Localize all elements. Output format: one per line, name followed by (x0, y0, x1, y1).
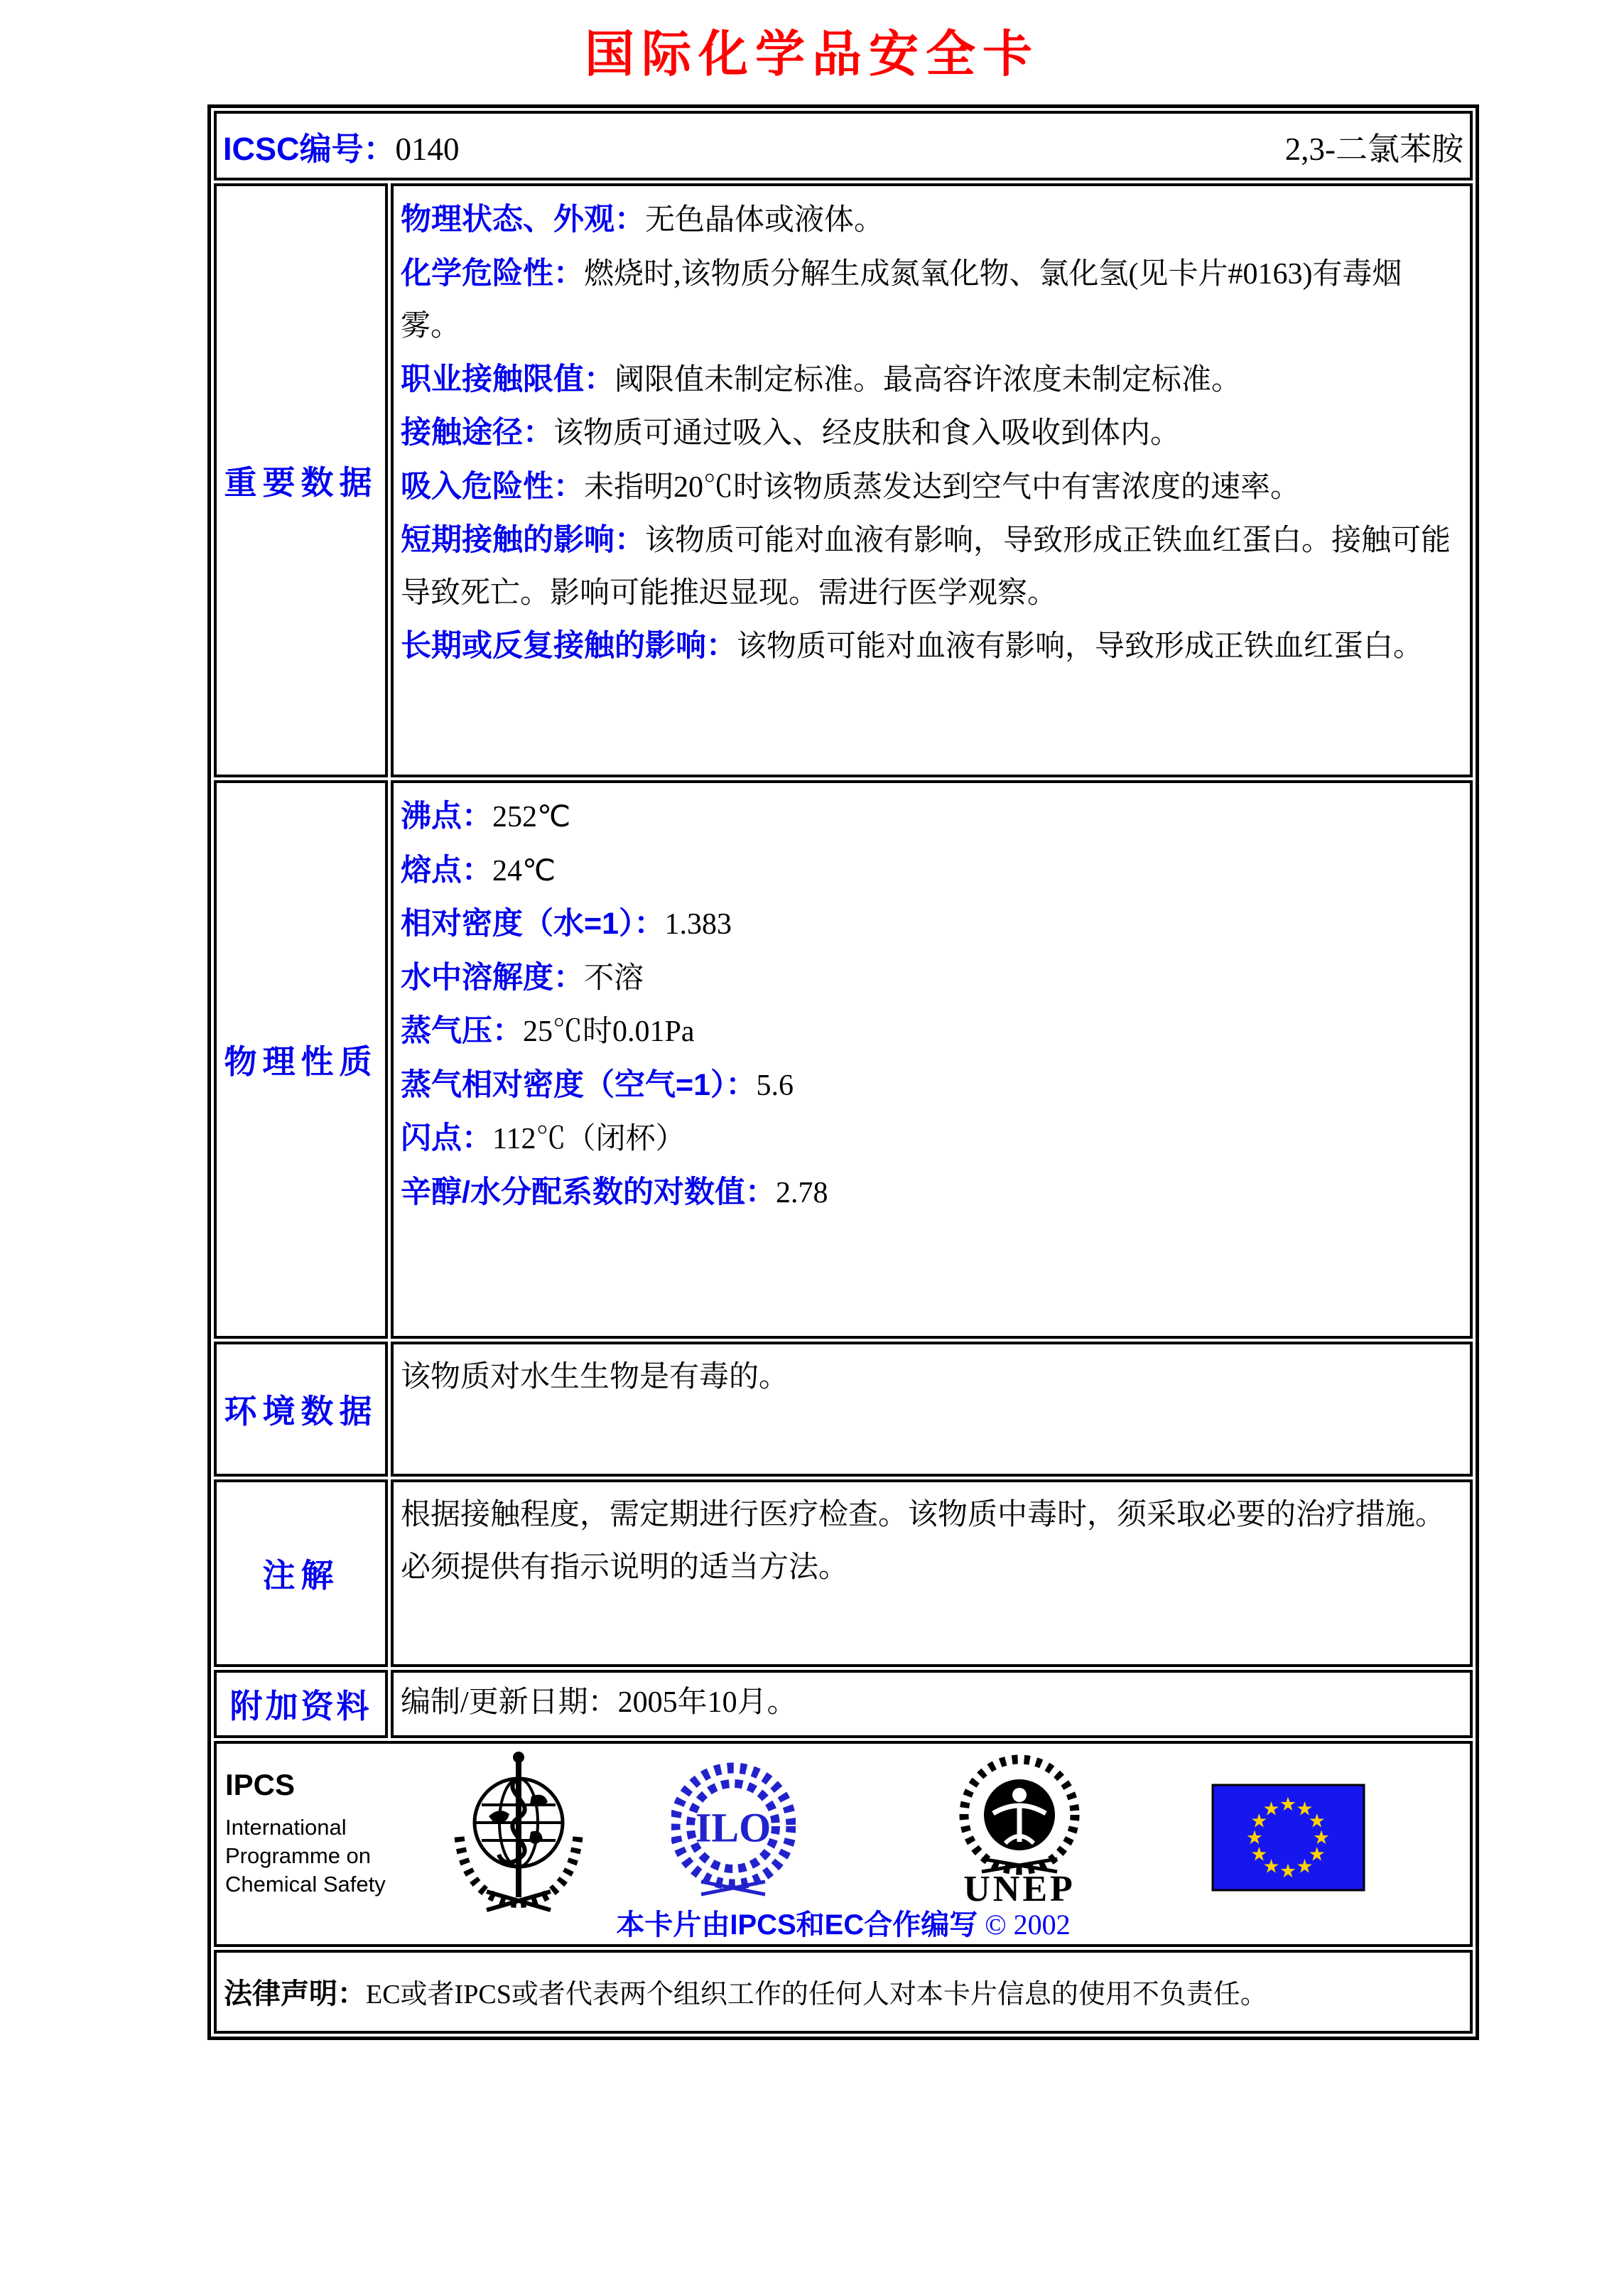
section-label-notes: 注解 (214, 1479, 388, 1667)
property-row (401, 1166, 1458, 1220)
svg-text:★: ★ (1296, 1855, 1314, 1878)
section-content-additional-info (391, 1670, 1473, 1738)
field-label: 辛醇/水分配系数的对数值： (401, 1175, 776, 1209)
ipcs-line: Programme on (225, 1843, 372, 1868)
caption-copyright: © 2002 (985, 1908, 1071, 1941)
icsc-number-label: ICSC编号： (223, 130, 396, 167)
field-value: 24℃ (492, 854, 556, 888)
field-value: 5.6 (756, 1069, 794, 1102)
ipcs-title: IPCS (225, 1767, 296, 1801)
legal-label: 法律声明： (224, 1978, 366, 2010)
section-content-physical-properties (391, 780, 1473, 1339)
unep-logo-icon (938, 1749, 1101, 1907)
field-label: 水中溶解度： (401, 960, 584, 995)
property-row (401, 844, 1458, 898)
svg-text:★: ★ (1245, 1826, 1264, 1849)
property-row (401, 790, 1458, 844)
property-row (401, 1059, 1458, 1113)
section-label-additional-info: 附加资料 (214, 1670, 388, 1738)
ipcs-line: Chemical Safety (225, 1872, 386, 1897)
section-text: 该物质对水生生物是有毒的。 (401, 1361, 789, 1393)
field-label: 职业接触限值： (401, 362, 615, 397)
icsc-number-value: 0140 (395, 131, 460, 167)
svg-text:★: ★ (1262, 1797, 1280, 1820)
field-label: 闪点： (401, 1121, 492, 1155)
who-logo-icon (448, 1748, 590, 1913)
card-header-cell (214, 111, 1473, 180)
field-label: 熔点： (401, 853, 492, 888)
eu-flag-icon (1211, 1784, 1365, 1892)
section-text: 根据接触程度，需定期进行医疗检查。该物质中毒时，须采取必要的治疗措施。必须提供有指示说明的适当方法。 (401, 1499, 1446, 1584)
logos-row (214, 1741, 1473, 1947)
page-title: 国际化学品安全卡 (585, 28, 1039, 82)
field-label: 相对密度（水=1）： (401, 907, 665, 941)
svg-text:★: ★ (1312, 1826, 1331, 1849)
ilo-logo-icon (671, 1755, 796, 1902)
ipcs-text-block (225, 1768, 386, 1899)
section-content-environmental-data (391, 1342, 1473, 1477)
field-value: 252℃ (492, 801, 571, 834)
svg-text:★: ★ (1279, 1860, 1297, 1882)
property-row (401, 460, 1458, 514)
field-value: 燃烧时,该物质分解生成氮氧化物、氯化氢(见卡片#0163)有毒烟雾。 (401, 257, 1402, 343)
ilo-letters: ILO (695, 1804, 772, 1850)
property-row (401, 897, 1458, 951)
chemical-name: 2,3-二氯苯胺 (1284, 131, 1463, 167)
field-value: 该物质可能对血液有影响，导致形成正铁血红蛋白。接触可能导致死亡。影响可能推迟显现。需进行医学观察。 (401, 524, 1451, 610)
field-label: 吸入危险性： (401, 469, 584, 504)
section-label-physical-properties: 物理性质 (214, 780, 388, 1339)
legal-text: EC或者IPCS或者代表两个组织工作的任何人对本卡片信息的使用不负责任。 (366, 1980, 1267, 2010)
property-row (401, 514, 1458, 620)
svg-text:★: ★ (1279, 1793, 1297, 1816)
property-row (401, 1005, 1458, 1059)
property-row (401, 951, 1458, 1005)
field-label: 沸点： (401, 799, 492, 834)
section-row-important-data (214, 183, 1473, 777)
section-row-notes (214, 1479, 1473, 1667)
property-row (401, 1112, 1458, 1166)
field-value: 1.383 (664, 908, 732, 941)
svg-text:★: ★ (1250, 1843, 1268, 1865)
field-value: 不溶 (584, 961, 644, 995)
field-label: 接触途径： (401, 416, 553, 450)
caption-text: 本卡片由IPCS和EC合作编写 (616, 1909, 978, 1941)
svg-text:★: ★ (1262, 1855, 1280, 1878)
field-value: 无色晶体或液体。 (645, 204, 884, 237)
section-label-important-data: 重要数据 (214, 183, 388, 777)
section-row-environmental-data (214, 1342, 1473, 1477)
property-row (401, 620, 1458, 674)
property-row (401, 406, 1458, 460)
unep-letters: UNEP (963, 1868, 1076, 1907)
field-label: 化学危险性： (401, 256, 584, 291)
property-row (401, 193, 1458, 247)
icsc-card-table (207, 104, 1479, 2040)
icsc-number (223, 123, 460, 169)
section-text: 编制/更新日期：2005年10月。 (401, 1686, 797, 1719)
field-value: 2.78 (775, 1176, 828, 1209)
svg-text:★: ★ (1296, 1797, 1314, 1820)
field-value: 112℃（闭杯） (492, 1123, 686, 1155)
field-label: 蒸气压： (401, 1014, 523, 1048)
card-header-row (214, 111, 1473, 180)
section-label-environmental-data: 环境数据 (214, 1342, 388, 1477)
field-value: 该物质可通过吸入、经皮肤和食入吸收到体内。 (553, 417, 1181, 450)
svg-text:★: ★ (1308, 1810, 1326, 1832)
property-row (401, 247, 1458, 353)
field-label: 蒸气相对密度（空气=1）： (401, 1067, 757, 1102)
section-row-additional-info (214, 1670, 1473, 1738)
field-label: 长期或反复接触的影响： (401, 629, 737, 663)
field-label: 物理状态、外观： (401, 203, 645, 237)
legal-row (214, 1950, 1473, 2034)
property-row (401, 353, 1458, 407)
section-row-physical-properties (214, 780, 1473, 1339)
logos-cell (214, 1741, 1473, 1947)
field-value: 未指明20℃时该物质蒸发达到空气中有害浓度的速率。 (584, 470, 1301, 504)
section-content-notes (391, 1479, 1473, 1667)
section-content-important-data (391, 183, 1473, 777)
legal-cell (214, 1950, 1473, 2034)
field-value: 阈限值未制定标准。最高容许浓度未制定标准。 (615, 363, 1242, 397)
ipcs-line: International (225, 1814, 347, 1840)
svg-text:★: ★ (1308, 1843, 1326, 1865)
card-caption (217, 1902, 1470, 1943)
field-value: 25℃时0.01Pa (523, 1015, 695, 1048)
svg-text:★: ★ (1250, 1810, 1268, 1832)
field-value: 该物质可能对血液有影响，导致形成正铁血红蛋白。 (737, 630, 1424, 663)
field-label: 短期接触的影响： (401, 523, 645, 557)
